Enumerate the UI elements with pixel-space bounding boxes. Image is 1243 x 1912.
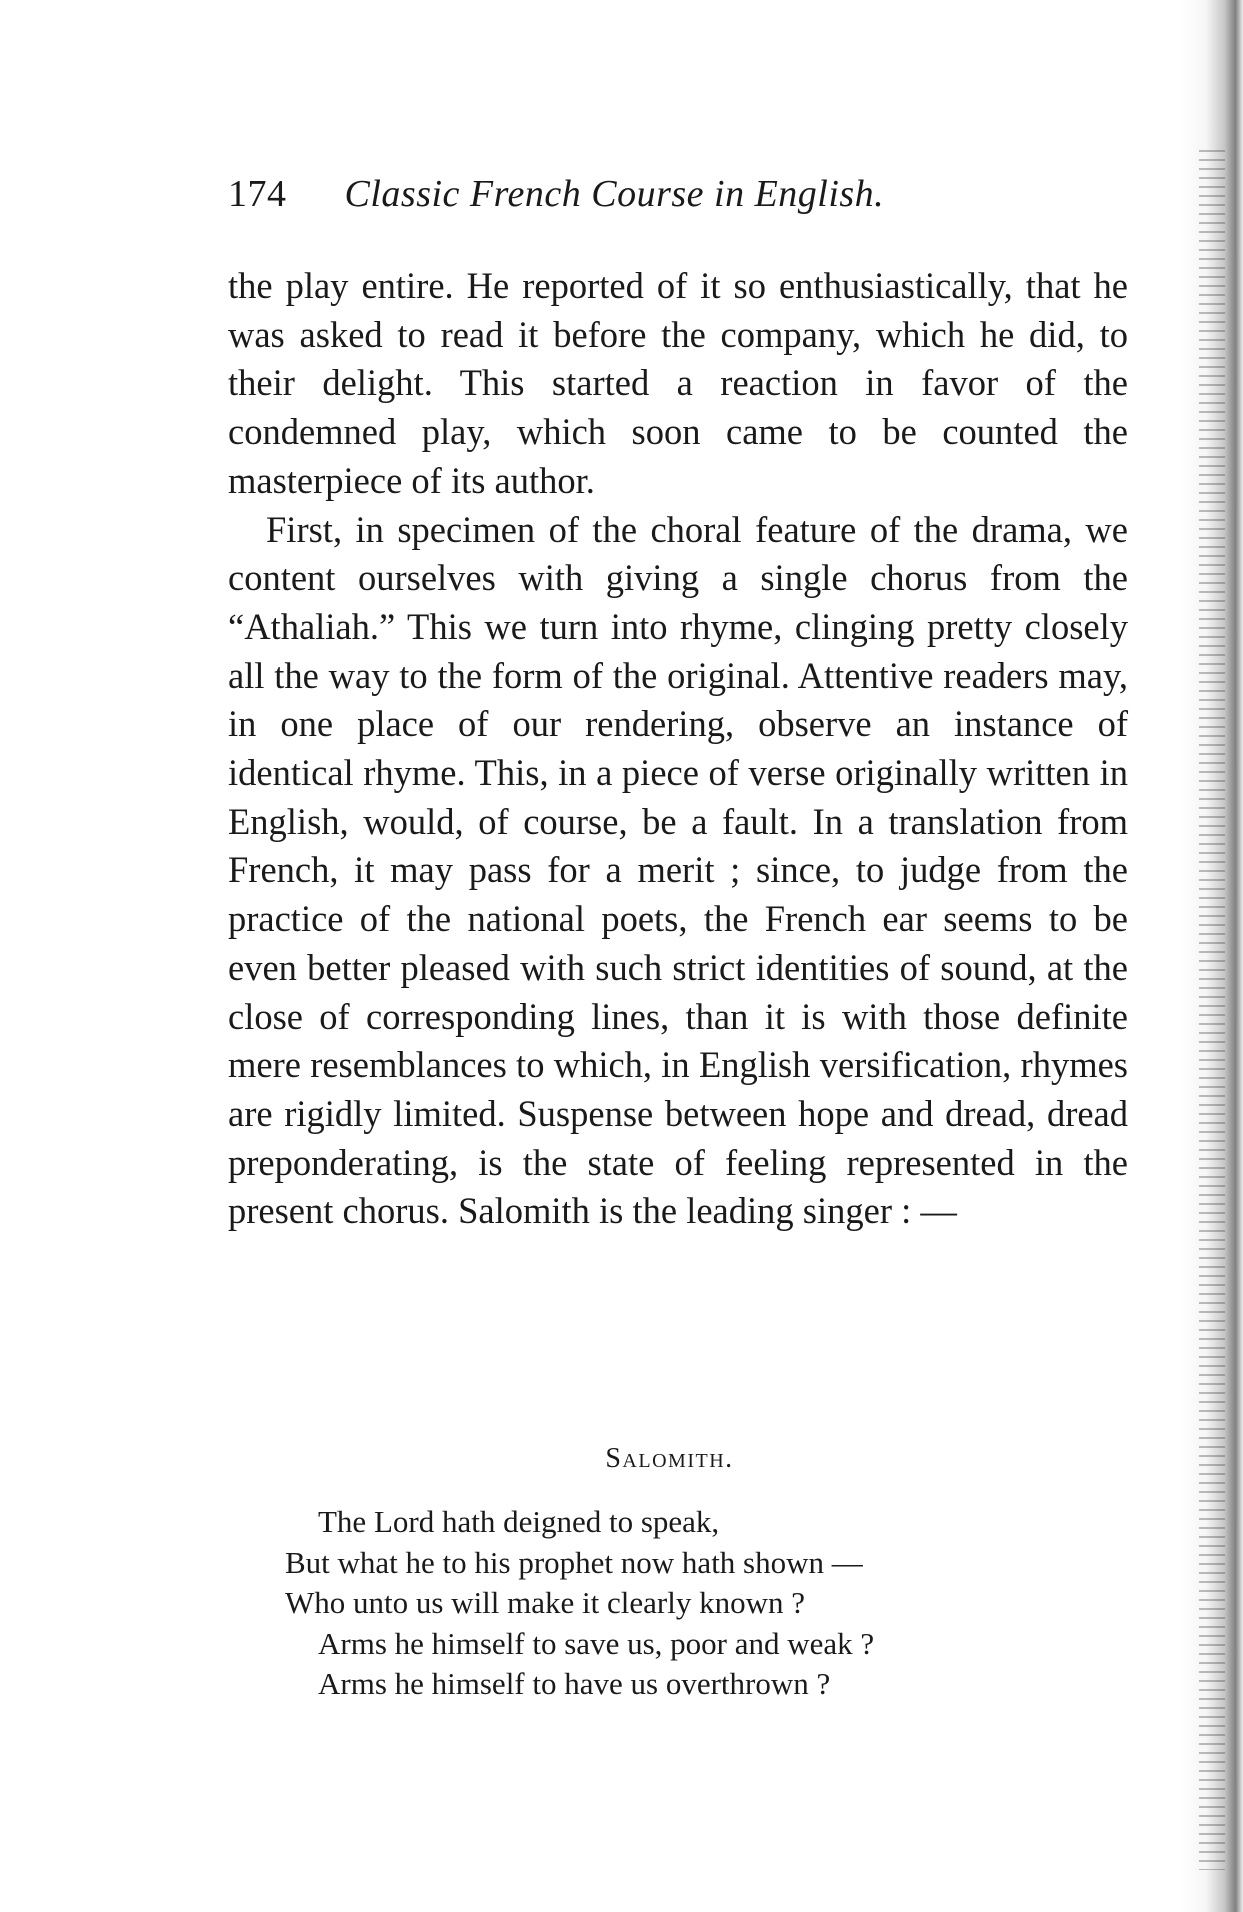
verse-block	[285, 1502, 1118, 1705]
page-number: 174	[228, 173, 287, 215]
paragraph-continuation: the play entire. He reported of it so enthusiastically, that he was asked to read it before the company, which he did, to their delight. This started a reaction in favor of the condemned play, which soon came to be counted the masterpiece of its author.	[228, 265, 1128, 501]
verse-line: Arms he himself to save us, poor and weak ?	[318, 1625, 875, 1661]
speaker-name: Salomith.	[605, 1443, 734, 1474]
verse-line: Who unto us will make it clearly known ?	[285, 1585, 805, 1620]
running-title: Classic French Course in English.	[344, 173, 885, 215]
verse-line: But what he to his prophet now hath shown —	[285, 1544, 863, 1580]
body-text	[228, 262, 1128, 1236]
running-header	[228, 172, 1128, 216]
paragraph-choral-feature: First, in specimen of the choral feature of the drama, we content ourselves with giving a single chorus from the “Athaliah.” This we turn into rhyme, clinging pretty closely all the way to the form of the original. Attentive readers may, in one place of our rendering, observe an instance of identical rhyme. This, in a piece of verse originally written in English, would, of course, be a fault. In a translation from French, it may pass for a merit ; since, to judge from the practice of the national poets, the French ear seems to be even better pleased with such strict identities of sound, at the close of corresponding lines, than it is with those definite mere resemblances to which, in English versification, rhymes are rigidly limited. Suspense between hope and dread, dread preponderating, is the state of feeling represented in the present chorus. Salomith is the leading singer : —	[228, 508, 1128, 1232]
speaker-heading	[0, 1443, 1243, 1475]
page-edge-speckle	[1199, 150, 1225, 1870]
verse-line: The Lord hath deigned to speak,	[318, 1504, 720, 1539]
verse-line: Arms he himself to have us overthrown ?	[318, 1666, 831, 1701]
